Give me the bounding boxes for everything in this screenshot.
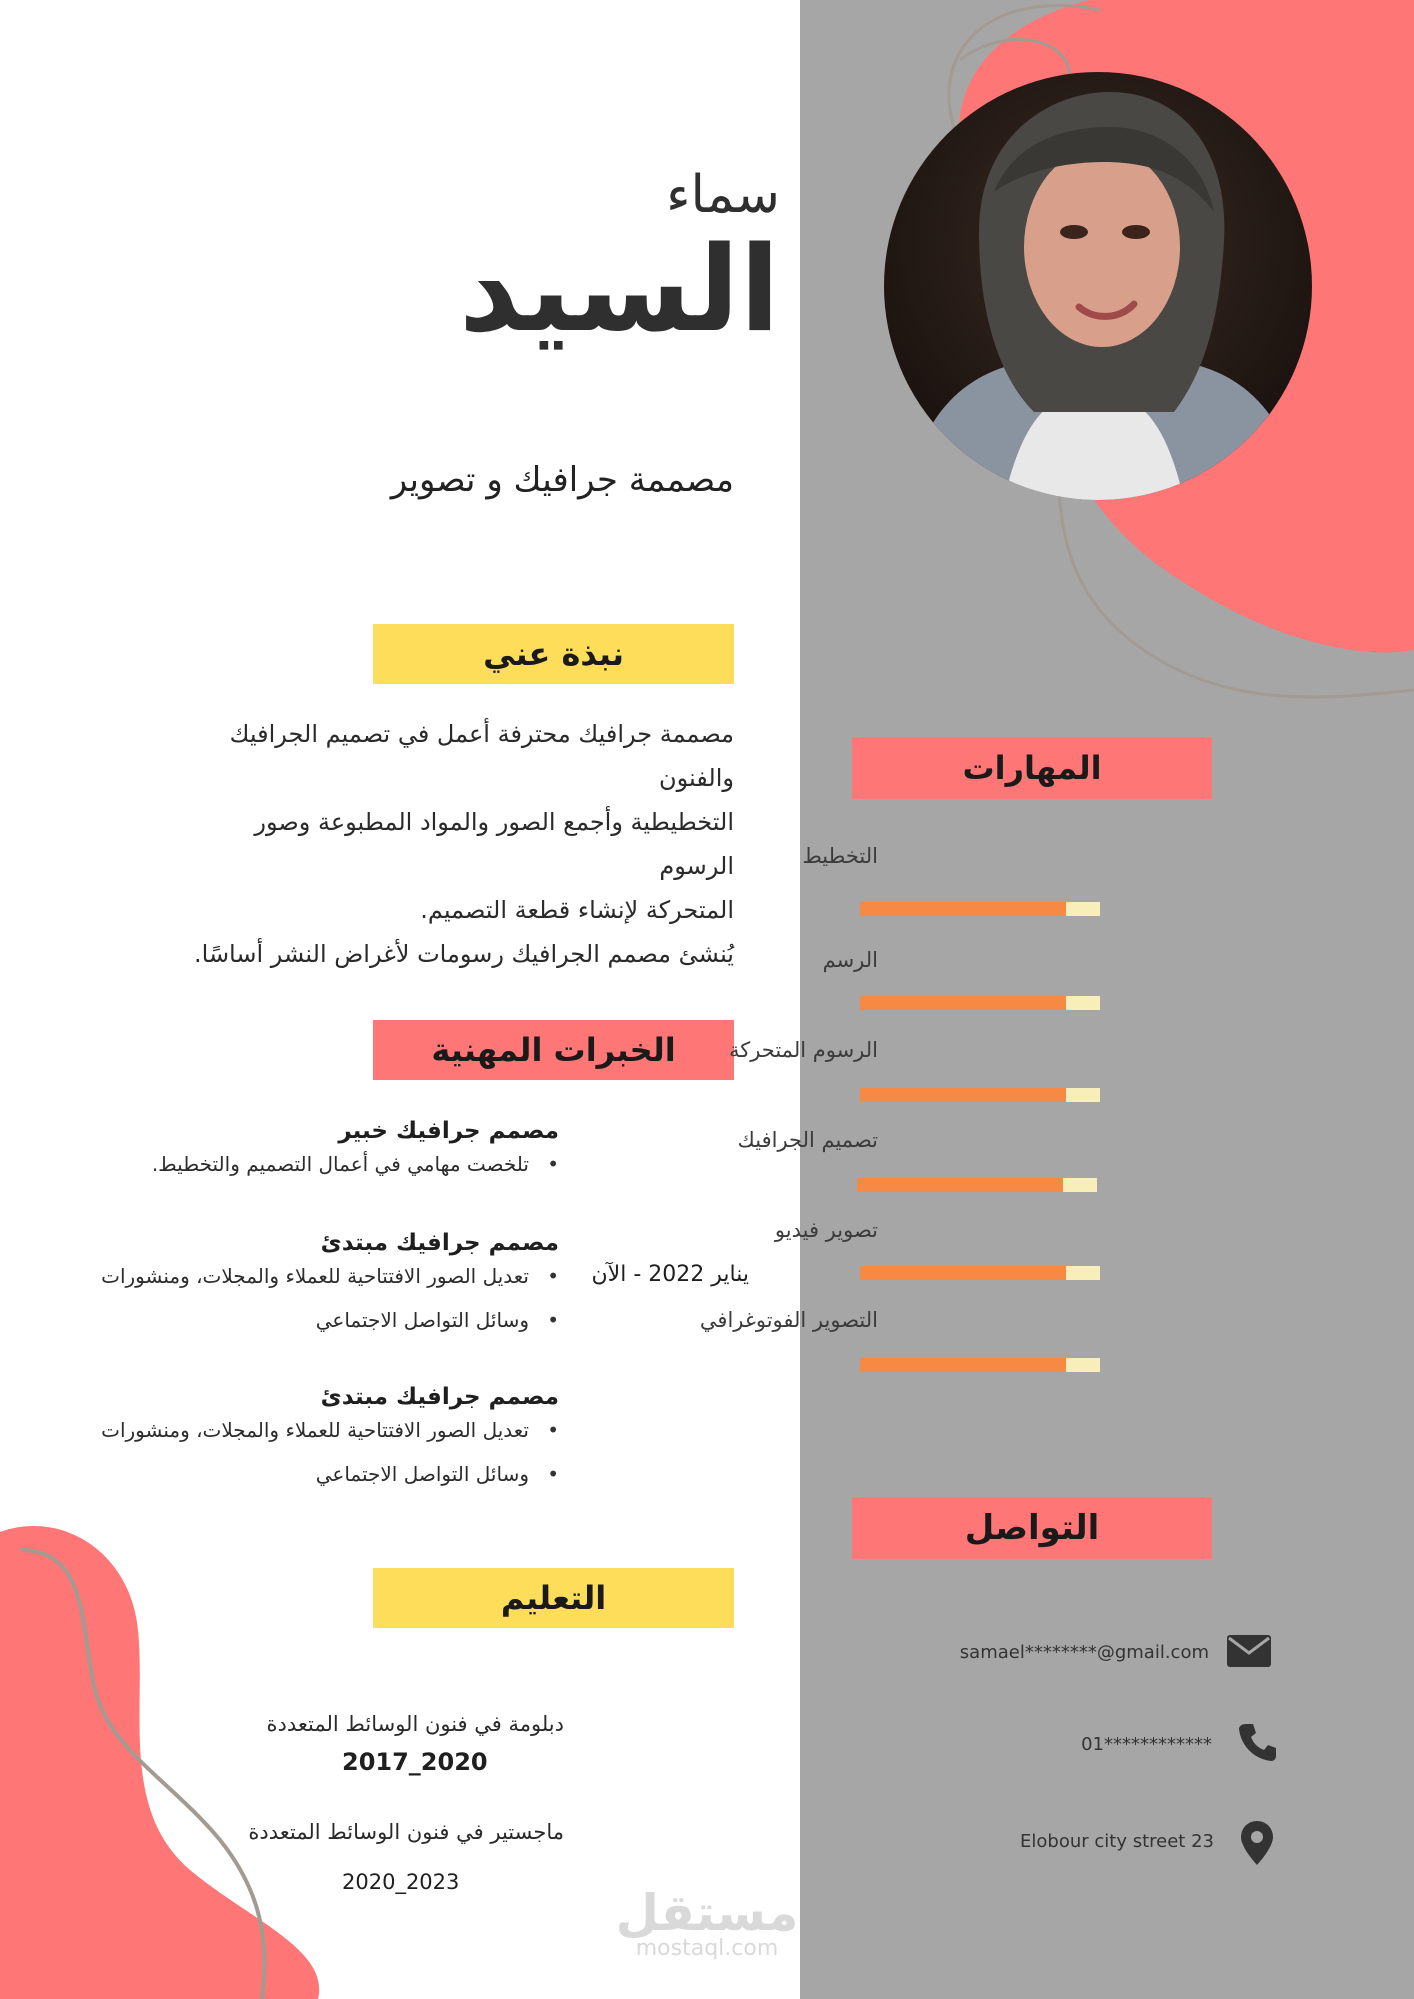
about-heading-label: نبذة عني [483,635,624,673]
phone-icon [1238,1722,1278,1762]
skill-label: الرسم [822,948,878,972]
experience-title: مصمم جرافيك مبتدئ [320,1384,559,1410]
about-line: مصممة جرافيك محترفة أعمل في تصميم الجرافيك والفنون [229,720,734,792]
experience-bullet: • تعديل الصور الافتتاحية للعملاء والمجلات، ومنشورات [89,1418,529,1442]
about-line: التخطيطية وأجمع الصور والمواد المطبوعة وصور الرسوم [254,808,734,880]
experience-bullet: • تلخصت مهامي في أعمال التصميم والتخطيط. [109,1152,529,1176]
skill-bar [860,902,1100,916]
skill-bar-fill [857,1178,1063,1192]
last-name: السيد [458,220,780,358]
about-text [174,712,734,976]
experience-bullet: • وسائل التواصل الاجتماعي [89,1308,529,1332]
name-logotype [325,160,785,390]
skill-bar-fill [860,1088,1066,1102]
location-pin-icon [1240,1820,1274,1866]
contact-address: Elobour city street 23 [1020,1831,1214,1852]
education-years: 2020_2023 [342,1870,460,1894]
experience-title: مصمم جرافيك خبير [338,1118,559,1144]
education-heading-label: التعليم [500,1579,607,1617]
skill-bar-fill [860,996,1066,1010]
about-heading [373,624,734,684]
skill-bar-fill [860,902,1066,916]
experience-date: يناير 2022 - الآن [591,1262,749,1287]
watermark-url: mostaql.com [635,1936,779,1961]
contact-phone[interactable]: 01************ [1081,1734,1212,1755]
skill-label: تصميم الجرافيك [737,1128,878,1152]
job-title: مصممة جرافيك و تصوير [390,460,734,500]
about-line: يُنشئ مصمم الجرافيك رسومات لأغراض النشر أساسًا. [194,940,734,968]
first-name: سماء [666,165,780,225]
skills-heading-label: المهارات [962,749,1102,787]
skill-bar [860,1088,1100,1102]
education-years: 2017_2020 [342,1748,488,1776]
envelope-icon [1226,1634,1272,1668]
skill-label: تصوير فيديو [774,1218,878,1242]
skill-bar [857,1178,1097,1192]
skill-bar-fill [860,1266,1066,1280]
skills-heading [852,737,1212,799]
experience-title: مصمم جرافيك مبتدئ [320,1230,559,1256]
contact-email[interactable]: samael********@gmail.com [959,1642,1209,1663]
skill-bar [860,996,1100,1010]
skill-bar-fill [860,1358,1066,1372]
education-degree: دبلومة في فنون الوسائط المتعددة [266,1712,564,1736]
experience-heading-label: الخبرات المهنية [431,1031,676,1069]
skill-bar [860,1266,1100,1280]
profile-photo [884,72,1312,500]
skill-label: التخطيط [802,844,878,868]
decorative-blob-bottom-left [0,1510,330,1999]
experience-bullet: • تعديل الصور الافتتاحية للعملاء والمجلات، ومنشورات [89,1264,529,1288]
contact-heading [852,1497,1212,1559]
contact-heading-label: التواصل [964,1508,1100,1548]
about-line: المتحركة لإنشاء قطعة التصميم. [420,896,734,924]
watermark-logo: مستقل [615,1884,799,1942]
skill-label: التصوير الفوتوغرافي [699,1308,878,1332]
skill-bar [860,1358,1100,1372]
experience-bullet: • وسائل التواصل الاجتماعي [89,1462,529,1486]
education-degree: ماجستير في فنون الوسائط المتعددة [248,1820,564,1844]
education-heading [373,1568,734,1628]
skill-label: الرسوم المتحركة [728,1038,878,1062]
